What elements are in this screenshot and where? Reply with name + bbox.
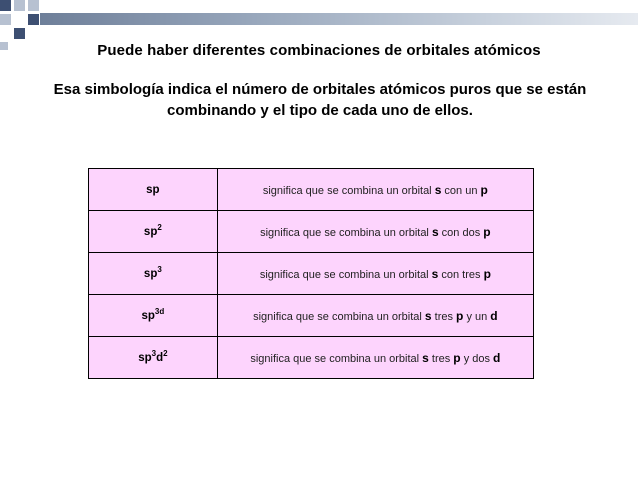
symbol-base: sp	[143, 267, 158, 280]
deco-square	[0, 14, 11, 25]
symbol-base: sp	[146, 183, 160, 196]
desc-orbital: d	[490, 308, 498, 323]
desc-orbital: s	[431, 224, 439, 239]
desc-orbital: s	[424, 308, 432, 323]
hybrid-description-cell	[217, 211, 533, 253]
table-row	[89, 295, 534, 337]
hybrid-description-cell	[217, 337, 533, 379]
desc-orbital: s	[434, 182, 442, 197]
desc-text: con tres	[438, 268, 484, 281]
table-row	[89, 169, 534, 211]
desc-text: y un	[463, 310, 491, 323]
table-row	[89, 211, 534, 253]
deco-square	[14, 28, 25, 39]
symbol-superscript: 2	[163, 348, 168, 358]
desc-text: significa que se combina un orbital	[259, 268, 432, 281]
desc-orbital: d	[493, 350, 501, 365]
symbol-superscript: 3	[157, 264, 162, 274]
deco-square	[28, 14, 39, 25]
desc-orbital: p	[480, 182, 488, 197]
desc-text: significa que se combina un orbital	[253, 310, 425, 323]
desc-text: con un	[441, 184, 481, 197]
slide-title: Puede haber diferentes combinaciones de orbitales atómicos	[97, 42, 541, 59]
header-gradient-bar	[40, 13, 638, 25]
symbol-superscript: 3	[151, 348, 157, 358]
desc-text: significa que se combina un orbital	[260, 226, 432, 239]
slide-subtitle: Esa simbología indica el número de orbitales atómicos puros que se están combinando y el tipo de cada uno de ellos.	[53, 81, 587, 119]
hybrid-description-cell	[217, 295, 533, 337]
desc-orbital: p	[483, 266, 491, 281]
symbol-superscript: 3d	[154, 306, 165, 316]
table-row	[89, 337, 534, 379]
deco-square	[0, 0, 11, 11]
hybrid-symbol-cell	[89, 211, 218, 253]
hybrid-symbol-cell	[89, 253, 218, 295]
desc-text: significa que se combina un orbital	[250, 352, 423, 365]
desc-orbital: s	[422, 350, 429, 365]
desc-orbital: p	[456, 308, 464, 323]
hybridization-table	[88, 168, 534, 379]
hybrid-symbol-cell	[89, 337, 218, 379]
table-row	[89, 253, 534, 295]
hybrid-symbol-cell	[89, 169, 218, 211]
desc-orbital: s	[431, 266, 439, 281]
desc-orbital: p	[453, 350, 461, 365]
desc-text: y dos	[460, 352, 494, 365]
symbol-mid: d	[156, 351, 164, 364]
hybrid-symbol-cell	[89, 295, 218, 337]
desc-text: tres	[431, 310, 457, 323]
symbol-base: sp	[141, 309, 155, 322]
desc-orbital: p	[483, 224, 491, 239]
hybrid-description-cell	[217, 169, 533, 211]
symbol-superscript: 2	[157, 222, 162, 232]
desc-text: significa que se combina un orbital	[262, 184, 435, 197]
deco-square	[28, 0, 39, 11]
desc-text: tres	[428, 352, 454, 365]
desc-text: con dos	[438, 226, 484, 239]
symbol-base: sp	[143, 225, 158, 238]
symbol-base: sp	[138, 351, 152, 364]
hybrid-description-cell	[217, 253, 533, 295]
deco-square	[14, 0, 25, 11]
